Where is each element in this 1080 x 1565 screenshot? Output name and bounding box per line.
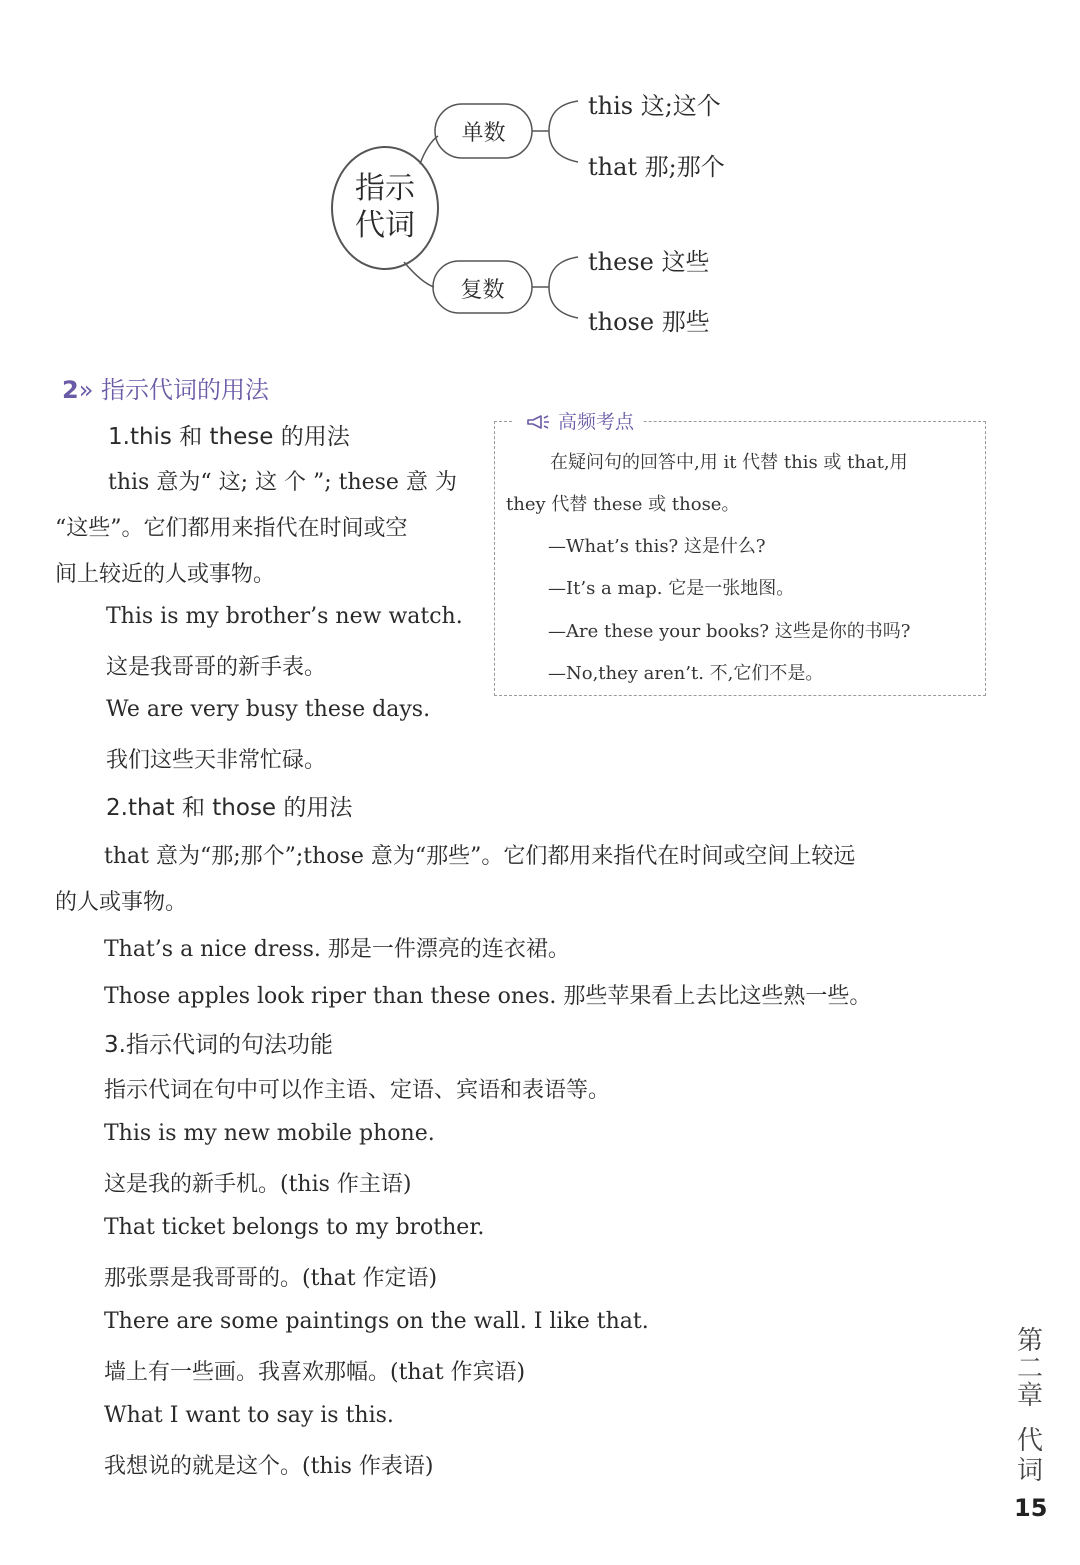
tip-line-3: —What’s this? 这是什么? [548,536,766,557]
sub1-line-3: 间上较近的人或事物。 [55,562,276,587]
mindmap-item-these: these 这些 [588,248,710,276]
sub2-line-1: that 意为“那;那个”;those 意为“那些”。它们都用来指代在时间或空间上较远 [104,844,856,869]
sub3-example-7: What I want to say is this. [104,1403,394,1428]
tip-line-1: 在疑问句的回答中,用 it 代替 this 或 that,用 [550,452,908,473]
sub1-example-4: 我们这些天非常忙碌。 [106,748,327,773]
sidebar-char-4: 代 [1016,1426,1043,1456]
sub3-example-5: There are some paintings on the wall. I like that. [104,1309,649,1334]
sub1-heading: 1.this 和 these 的用法 [108,424,350,450]
sub1-example-2: 这是我哥哥的新手表。 [106,655,327,680]
sub3-line-1: 指示代词在句中可以作主语、定语、宾语和表语等。 [104,1078,611,1103]
section-number: 2 [62,376,79,404]
page-number: 15 [1014,1494,1048,1522]
mindmap-singular-label: 单数 [461,121,506,146]
tip-line-5: —Are these your books? 这些是你的书吗? [548,621,911,642]
sidebar-char-2: 二 [1016,1354,1043,1384]
sub2-example-1: That’s a nice dress. 那是一件漂亮的连衣裙。 [104,937,570,962]
mindmap-center-line-2: 代词 [355,208,415,243]
tip-line-2: they 代替 these 或 those。 [506,494,740,515]
sidebar-char-1: 第 [1016,1326,1043,1356]
sub3-example-6: 墙上有一些画。我喜欢那幅。(that 作宾语) [104,1360,526,1385]
mindmap-item-this: this 这;这个 [588,92,721,120]
mindmap-item-those: those 那些 [588,308,710,336]
sub2-line-2: 的人或事物。 [55,890,188,915]
sub3-example-3: That ticket belongs to my brother. [104,1215,485,1240]
section-marker: » [78,376,94,404]
sub1-example-3: We are very busy these days. [106,697,431,722]
sub2-example-2: Those apples look riper than these ones. 那些苹果看上去比这些熟一些。 [104,984,872,1009]
section-title [62,370,269,405]
sub1-line-1: this 意为“ 这; 这 个 ”; these 意 为 [108,470,457,495]
megaphone-icon [526,411,558,433]
mindmap-connectors [0,0,1080,360]
sub3-example-4: 那张票是我哥哥的。(that 作定语) [104,1266,438,1291]
sub1-example-1: This is my brother’s new watch. [106,604,463,629]
mindmap-item-that: that 那;那个 [588,153,725,181]
tip-line-4: —It’s a map. 它是一张地图。 [548,578,795,599]
tip-line-6: —No,they aren’t. 不,它们不是。 [548,663,824,684]
mindmap-plural-label: 复数 [460,278,505,303]
sidebar-char-5: 词 [1016,1456,1043,1486]
sub3-heading: 3.指示代词的句法功能 [104,1032,333,1058]
sub3-example-2: 这是我的新手机。(this 作主语) [104,1172,412,1197]
tip-header [514,407,642,434]
mindmap-center-label [330,170,440,244]
tip-title: 高频考点 [558,411,635,433]
mindmap-center-line-1: 指示 [355,171,415,206]
sub3-example-8: 我想说的就是这个。(this 作表语) [104,1454,434,1479]
section-title-text: 指示代词的用法 [101,376,270,404]
sub1-line-2: “这些”。它们都用来指代在时间或空 [55,516,408,541]
sidebar-char-3: 章 [1016,1381,1043,1411]
sub3-example-1: This is my new mobile phone. [104,1121,435,1146]
sub2-heading: 2.that 和 those 的用法 [106,795,353,821]
